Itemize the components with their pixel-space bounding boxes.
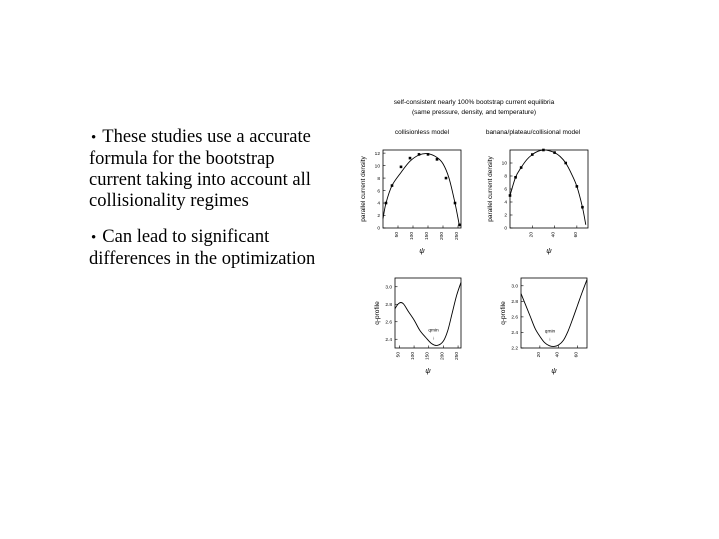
- y-tick-label: 0: [377, 226, 380, 232]
- x-tick-label: 250: [455, 352, 461, 361]
- bullet-marker: •: [91, 130, 97, 146]
- y-tick-label: 10: [374, 164, 380, 170]
- series-line: [383, 154, 460, 227]
- x-tick-label: 200: [440, 232, 445, 241]
- data-point: [418, 153, 421, 156]
- bullet-marker: •: [91, 230, 97, 246]
- x-tick-label: 200: [440, 352, 446, 361]
- x-axis-label: ψ: [419, 246, 425, 255]
- y-tick-label: 8: [504, 174, 507, 180]
- y-tick-label: 4: [504, 200, 507, 206]
- y-tick-label: 2.8: [385, 302, 392, 308]
- x-tick-label: 20: [529, 232, 535, 238]
- y-tick-label: 0: [504, 226, 507, 232]
- qmin-label: qmin: [544, 329, 556, 335]
- y-tick-label: 8: [377, 176, 380, 182]
- y-tick-label: 6: [504, 187, 507, 193]
- bullet-text: Can lead to significant: [102, 227, 270, 247]
- qmin-arrow: ↓: [548, 337, 552, 343]
- figure-title-line: (same pressure, density, and temperature): [411, 109, 537, 116]
- x-tick-label: 50: [395, 232, 400, 238]
- bullet-item: [89, 227, 349, 270]
- plot-frame: [383, 150, 461, 228]
- series-line: [521, 280, 587, 347]
- data-point: [542, 149, 545, 152]
- x-tick-label: 100: [410, 232, 415, 241]
- x-tick-label: 40: [551, 232, 557, 238]
- x-axis-label: ψ: [551, 366, 557, 375]
- y-tick-label: 2.6: [385, 320, 392, 326]
- bullet-line: differences in the optimization: [89, 249, 316, 269]
- y-axis-label: q-profile: [374, 301, 381, 325]
- chart-panel-1: [360, 129, 461, 255]
- bullet-item: [89, 127, 349, 212]
- data-point: [400, 166, 403, 169]
- y-tick-label: 3.0: [511, 284, 518, 290]
- y-axis-label: parallel current density: [487, 156, 494, 222]
- x-tick-label: 40: [555, 352, 561, 358]
- bullet-line: collisionality regimes: [89, 191, 249, 211]
- data-point: [454, 202, 457, 205]
- figure-charts: [355, 125, 600, 385]
- qmin-label: qmin: [428, 328, 439, 334]
- y-tick-label: 2.4: [511, 331, 518, 337]
- y-tick-label: 12: [374, 151, 380, 157]
- y-tick-label: 2: [377, 214, 380, 220]
- data-point: [385, 202, 388, 205]
- data-point: [531, 153, 534, 156]
- y-tick-label: 2.4: [385, 337, 392, 343]
- data-point: [514, 176, 517, 179]
- x-tick-label: 60: [573, 232, 579, 238]
- bullet-line: formula for the bootstrap: [89, 149, 275, 169]
- series-line: [510, 150, 586, 225]
- plot-frame: [395, 278, 461, 348]
- y-tick-label: 2.6: [511, 315, 518, 321]
- chart-panel-2: [486, 129, 588, 255]
- x-tick-label: 150: [425, 352, 431, 361]
- bullet-line: [89, 127, 349, 149]
- qmin-arrow: ↓: [432, 336, 435, 342]
- x-tick-label: 20: [536, 352, 542, 358]
- y-tick-label: 10: [501, 161, 507, 167]
- y-axis-label: q-profile: [500, 301, 507, 325]
- data-point: [445, 177, 448, 180]
- x-axis-label: ψ: [546, 246, 552, 255]
- data-point: [581, 206, 584, 209]
- chart-panel-4: [500, 278, 587, 375]
- data-point: [520, 166, 523, 169]
- data-point: [436, 158, 439, 161]
- plot-frame: [510, 150, 588, 228]
- bullet-list: [89, 127, 349, 285]
- chart-title: banana/plateau/collisional model: [485, 129, 581, 136]
- x-tick-label: 60: [574, 352, 580, 358]
- y-tick-label: 4: [377, 201, 380, 207]
- y-tick-label: 3.0: [385, 285, 392, 291]
- y-tick-label: 2.8: [511, 300, 518, 306]
- data-point: [391, 184, 394, 187]
- x-axis-label: ψ: [425, 366, 431, 375]
- data-point: [564, 162, 567, 165]
- series-line: [395, 282, 461, 345]
- x-tick-label: 50: [396, 352, 402, 358]
- figure-title: [360, 98, 588, 118]
- plot-frame: [521, 278, 587, 348]
- data-point: [409, 157, 412, 160]
- bullet-line: current taking into account all: [89, 170, 311, 190]
- figure-title-line: self-consistent nearly 100% bootstrap current equilibria: [393, 99, 555, 106]
- data-point: [509, 194, 512, 197]
- x-tick-label: 100: [411, 352, 417, 361]
- x-tick-label: 250: [455, 232, 460, 241]
- chart-title: collisionless model: [394, 129, 450, 136]
- y-tick-label: 2.2: [511, 346, 518, 352]
- bullet-line: [89, 227, 349, 249]
- x-tick-label: 150: [425, 232, 430, 241]
- y-axis-label: parallel current density: [360, 156, 367, 222]
- y-tick-label: 6: [377, 189, 380, 195]
- y-tick-label: 2: [504, 213, 507, 219]
- chart-panel-3: [374, 278, 461, 375]
- data-point: [427, 153, 430, 156]
- data-point: [458, 224, 461, 227]
- data-point: [576, 185, 579, 188]
- bullet-text: These studies use a accurate: [102, 127, 311, 147]
- data-point: [553, 151, 556, 154]
